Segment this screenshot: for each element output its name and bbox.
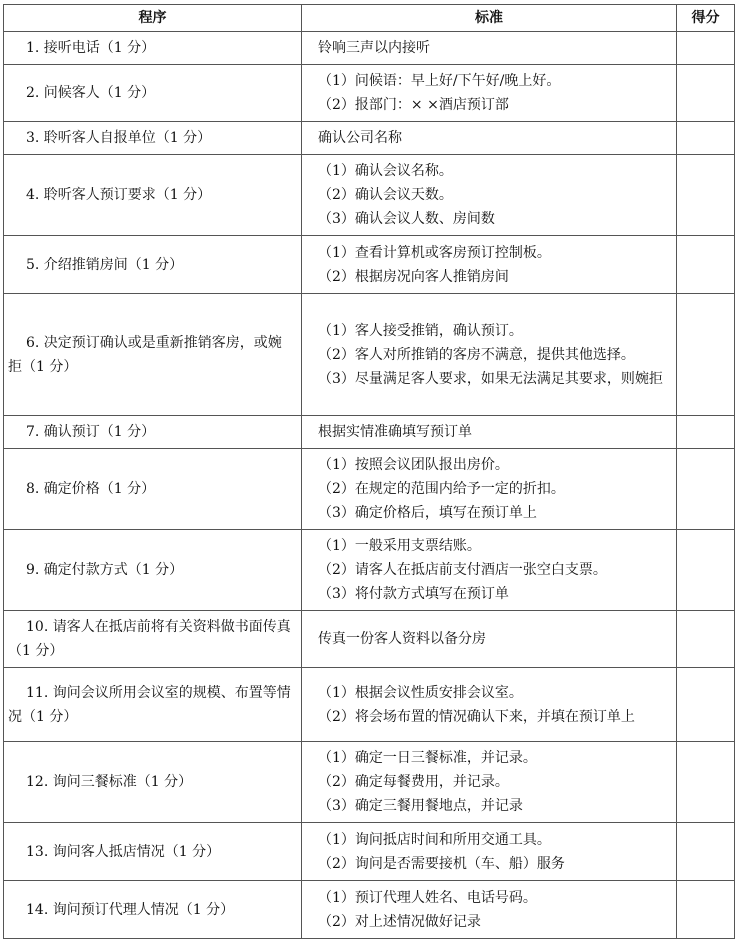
standard-line: （3）确定价格后，填写在预订单上 <box>318 505 537 521</box>
standard-line: （3）确认会议人数、房间数 <box>318 211 495 227</box>
score-cell[interactable] <box>677 32 735 65</box>
table-body <box>4 32 735 939</box>
procedure-cell: 11. 询问会议所用会议室的规模、布置等情况（1 分） <box>4 668 302 742</box>
table-row <box>4 155 735 236</box>
standard-line: （2）询问是否需要接机（车、船）服务 <box>318 855 565 872</box>
table-row <box>4 611 735 668</box>
table-row <box>4 449 735 530</box>
procedure-cell: 3. 聆听客人自报单位（1 分） <box>4 122 302 155</box>
procedure-cell: 12. 询问三餐标准（1 分） <box>4 742 302 823</box>
table-row <box>4 668 735 742</box>
standard-cell <box>302 823 677 881</box>
score-cell[interactable] <box>677 823 735 881</box>
score-cell[interactable] <box>677 155 735 236</box>
standard-cell <box>302 294 677 416</box>
standard-cell <box>302 122 677 155</box>
standard-cell <box>302 742 677 823</box>
standard-line: （1）一般采用支票结账。 <box>318 538 481 554</box>
procedure-cell: 6. 决定预订确认或是重新推销客房，或婉拒（1 分） <box>4 294 302 416</box>
score-cell[interactable] <box>677 668 735 742</box>
score-cell[interactable] <box>677 122 735 155</box>
standard-cell <box>302 236 677 294</box>
standard-line: （1）询问抵店时间和所用交通工具。 <box>318 831 551 848</box>
table-row <box>4 823 735 881</box>
table-row <box>4 32 735 65</box>
table-row <box>4 122 735 155</box>
table-row <box>4 416 735 449</box>
standard-line: （2）客人对所推销的客房不满意，提供其他选择。 <box>318 346 635 363</box>
standard-line: （2）在规定的范围内给予一定的折扣。 <box>318 481 565 497</box>
standard-line: （2）将会场布置的情况确认下来，并填在预订单上 <box>318 708 635 725</box>
standard-cell <box>302 32 677 65</box>
score-cell[interactable] <box>677 236 735 294</box>
standard-line: 根据实情准确填写预订单 <box>318 424 472 440</box>
standard-line: （1）预订代理人姓名、电话号码。 <box>318 889 537 906</box>
score-cell[interactable] <box>677 742 735 823</box>
procedure-cell: 14. 询问预订代理人情况（1 分） <box>4 881 302 939</box>
table-row <box>4 65 735 122</box>
header-procedure: 程序 <box>4 5 302 32</box>
standard-line: （3）确定三餐用餐地点，并记录 <box>318 798 523 814</box>
standard-line: 传真一份客人资料以备分房 <box>318 631 486 647</box>
standard-cell <box>302 155 677 236</box>
standard-line: （2）确定每餐费用，并记录。 <box>318 774 509 790</box>
table-row <box>4 881 735 939</box>
procedure-cell: 4. 聆听客人预订要求（1 分） <box>4 155 302 236</box>
standard-line: （2）请客人在抵店前支付酒店一张空白支票。 <box>318 562 607 578</box>
score-cell[interactable] <box>677 611 735 668</box>
score-cell[interactable] <box>677 449 735 530</box>
standard-cell <box>302 668 677 742</box>
procedure-cell: 7. 确认预订（1 分） <box>4 416 302 449</box>
standard-line: （1）问候语：早上好/下午好/晚上好。 <box>318 73 561 89</box>
procedure-cell: 1. 接听电话（1 分） <box>4 32 302 65</box>
standard-line: （1）根据会议性质安排会议室。 <box>318 684 523 701</box>
standard-line: （2）确认会议天数。 <box>318 187 453 203</box>
standard-cell <box>302 65 677 122</box>
procedure-cell: 9. 确定付款方式（1 分） <box>4 530 302 611</box>
standard-line: 铃响三声以内接听 <box>318 40 430 56</box>
standard-line: （1）客人接受推销，确认预订。 <box>318 322 523 339</box>
procedure-cell: 10. 请客人在抵店前将有关资料做书面传真（1 分） <box>4 611 302 668</box>
table-row <box>4 236 735 294</box>
score-cell[interactable] <box>677 530 735 611</box>
standard-line: 确认公司名称 <box>318 130 402 146</box>
standard-line: （1）按照会议团队报出房价。 <box>318 457 509 473</box>
procedure-cell: 2. 问候客人（1 分） <box>4 65 302 122</box>
score-cell[interactable] <box>677 881 735 939</box>
header-standard: 标准 <box>302 5 677 32</box>
table-row <box>4 294 735 416</box>
standard-cell <box>302 416 677 449</box>
standard-line: （3）将付款方式填写在预订单 <box>318 586 509 602</box>
standard-cell <box>302 530 677 611</box>
score-cell[interactable] <box>677 294 735 416</box>
standard-line: （3）尽量满足客人要求，如果无法满足其要求，则婉拒 <box>318 370 663 387</box>
score-cell[interactable] <box>677 416 735 449</box>
standard-line: （1）确认会议名称。 <box>318 163 453 179</box>
header-score: 得分 <box>677 5 735 32</box>
procedure-cell: 5. 介绍推销房间（1 分） <box>4 236 302 294</box>
table-row <box>4 530 735 611</box>
standard-line: （1）查看计算机或客房预订控制板。 <box>318 244 551 261</box>
table-row <box>4 742 735 823</box>
header-row <box>4 5 735 32</box>
standard-line: （1）确定一日三餐标准，并记录。 <box>318 750 537 766</box>
standard-line: （2）根据房况向客人推销房间 <box>318 268 509 285</box>
score-cell[interactable] <box>677 65 735 122</box>
standard-cell <box>302 611 677 668</box>
standard-cell <box>302 881 677 939</box>
procedure-cell: 13. 询问客人抵店情况（1 分） <box>4 823 302 881</box>
standard-line: （2）对上述情况做好记录 <box>318 913 481 930</box>
standard-line: （2）报部门：× ×酒店预订部 <box>318 97 509 113</box>
reservation-procedure-table <box>3 4 735 939</box>
standard-cell <box>302 449 677 530</box>
procedure-cell: 8. 确定价格（1 分） <box>4 449 302 530</box>
